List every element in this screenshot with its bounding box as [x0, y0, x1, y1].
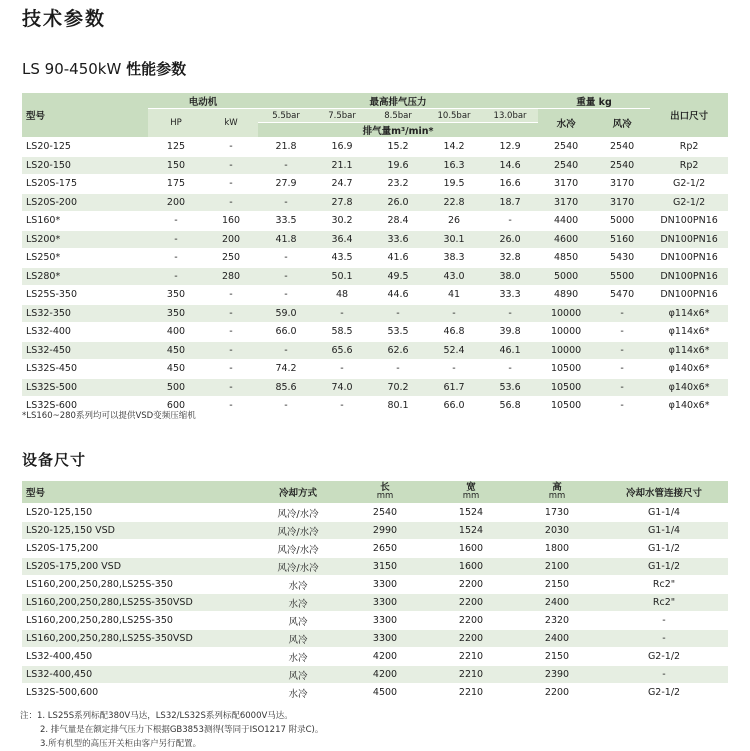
value-cell: 22.8 — [426, 193, 482, 212]
value-cell: 39.8 — [482, 323, 538, 342]
value-cell: 74.0 — [314, 378, 370, 397]
table-row — [22, 304, 728, 323]
value-cell: 125 — [148, 138, 204, 157]
value-cell: 2390 — [514, 666, 600, 684]
table-row — [22, 504, 728, 522]
model-cell: LS32S-500,600 — [22, 684, 254, 702]
value-cell: 53.6 — [482, 378, 538, 397]
value-cell: 4400 — [538, 212, 594, 231]
value-cell: - — [258, 156, 314, 175]
value-cell: 2150 — [514, 648, 600, 666]
value-cell: 2400 — [514, 594, 600, 612]
value-cell: 风冷/水冷 — [254, 540, 342, 558]
table-row — [22, 323, 728, 342]
model-cell: LS160* — [22, 212, 148, 231]
value-cell: 2200 — [514, 684, 600, 702]
value-cell: 18.7 — [482, 193, 538, 212]
value-cell: 33.5 — [258, 212, 314, 231]
note-1: 注：1. LS25S系列标配380V马达，LS32/LS32S系列标配6000V马达。 — [20, 711, 293, 721]
value-cell: 38.0 — [482, 267, 538, 286]
value-cell: 5160 — [594, 230, 650, 249]
value-cell: G1-1/4 — [600, 504, 728, 522]
value-cell: - — [148, 230, 204, 249]
value-cell: 5000 — [594, 212, 650, 231]
value-cell: 14.6 — [482, 156, 538, 175]
value-cell: - — [594, 378, 650, 397]
model-cell: LS32-450 — [22, 341, 148, 360]
value-cell: 2200 — [428, 630, 514, 648]
value-cell: 26.0 — [482, 230, 538, 249]
value-cell: 24.7 — [314, 175, 370, 194]
value-cell: 10000 — [538, 341, 594, 360]
value-cell: 26 — [426, 212, 482, 231]
value-cell: 12.9 — [482, 138, 538, 157]
value-cell: - — [148, 267, 204, 286]
header-water-cooled: 水冷 — [538, 109, 594, 138]
value-cell: 10000 — [538, 304, 594, 323]
width-unit: mm — [462, 491, 480, 501]
value-cell: 5470 — [594, 286, 650, 305]
value-cell: 600 — [148, 397, 204, 416]
model-cell: LS20S-175,200 — [22, 540, 254, 558]
value-cell: 50.1 — [314, 267, 370, 286]
performance-table — [22, 93, 728, 416]
table-row — [22, 249, 728, 268]
value-cell: G1-1/2 — [600, 540, 728, 558]
value-cell: - — [204, 304, 258, 323]
value-cell: - — [594, 304, 650, 323]
model-cell: LS200* — [22, 230, 148, 249]
value-cell: Rp2 — [650, 156, 728, 175]
model-cell: LS160,200,250,280,LS25S-350VSD — [22, 594, 254, 612]
value-cell: 80.1 — [370, 397, 426, 416]
value-cell: Rc2" — [600, 594, 728, 612]
value-cell: 1524 — [428, 522, 514, 540]
value-cell: - — [482, 212, 538, 231]
value-cell: 1730 — [514, 504, 600, 522]
value-cell: 2030 — [514, 522, 600, 540]
table-row — [22, 230, 728, 249]
value-cell: 3170 — [538, 193, 594, 212]
value-cell: 400 — [148, 323, 204, 342]
value-cell: 450 — [148, 360, 204, 379]
model-cell: LS20-125,150 — [22, 504, 254, 522]
value-cell: 16.3 — [426, 156, 482, 175]
value-cell: 水冷 — [254, 594, 342, 612]
table-row — [22, 286, 728, 305]
value-cell: DN100PN16 — [650, 230, 728, 249]
value-cell: G1-1/2 — [600, 558, 728, 576]
value-cell: 46.1 — [482, 341, 538, 360]
value-cell: 46.8 — [426, 323, 482, 342]
table-row — [22, 576, 728, 594]
model-cell: LS160,200,250,280,LS25S-350VSD — [22, 630, 254, 648]
table-row — [22, 360, 728, 379]
table-row — [22, 630, 728, 648]
value-cell: - — [204, 138, 258, 157]
value-cell: 53.5 — [370, 323, 426, 342]
header-pressure-5: 13.0bar — [482, 109, 538, 123]
subtitle-suffix: 性能参数 — [126, 60, 187, 78]
model-cell: LS32-400,450 — [22, 666, 254, 684]
value-cell: 44.6 — [370, 286, 426, 305]
length-unit: mm — [376, 491, 394, 501]
value-cell: 水冷 — [254, 684, 342, 702]
header-air-cooled: 风冷 — [594, 109, 650, 138]
header-pressure-1: 5.5bar — [258, 109, 314, 123]
value-cell: 41 — [426, 286, 482, 305]
value-cell: 5000 — [538, 267, 594, 286]
header-kw: kW — [204, 109, 258, 138]
model-cell: LS20S-175 — [22, 175, 148, 194]
value-cell: 4200 — [342, 648, 428, 666]
value-cell: 2540 — [538, 138, 594, 157]
table-row — [22, 267, 728, 286]
value-cell: 23.2 — [370, 175, 426, 194]
value-cell: 1800 — [514, 540, 600, 558]
model-cell: LS32S-500 — [22, 378, 148, 397]
value-cell: - — [594, 341, 650, 360]
value-cell: 48 — [314, 286, 370, 305]
model-cell: LS32-400 — [22, 323, 148, 342]
value-cell: 4850 — [538, 249, 594, 268]
value-cell: 70.2 — [370, 378, 426, 397]
value-cell: 2210 — [428, 648, 514, 666]
table-row — [22, 175, 728, 194]
value-cell: 41.8 — [258, 230, 314, 249]
value-cell: DN100PN16 — [650, 286, 728, 305]
value-cell: - — [204, 175, 258, 194]
model-cell: LS20-150 — [22, 156, 148, 175]
value-cell: 19.6 — [370, 156, 426, 175]
value-cell: 280 — [204, 267, 258, 286]
value-cell: - — [204, 286, 258, 305]
notes — [20, 709, 323, 751]
value-cell: 风冷 — [254, 666, 342, 684]
value-cell: 30.1 — [426, 230, 482, 249]
value-cell: 62.6 — [370, 341, 426, 360]
value-cell: 85.6 — [258, 378, 314, 397]
value-cell: 4200 — [342, 666, 428, 684]
value-cell: φ114x6* — [650, 341, 728, 360]
note-3: 3.所有机型的高压开关柜由客户另行配置。 — [40, 739, 202, 749]
value-cell: - — [258, 341, 314, 360]
value-cell: 200 — [148, 193, 204, 212]
value-cell: 风冷 — [254, 612, 342, 630]
value-cell: G2-1/2 — [600, 648, 728, 666]
value-cell: - — [370, 304, 426, 323]
value-cell: 3170 — [594, 175, 650, 194]
value-cell: 2540 — [538, 156, 594, 175]
table-row — [22, 540, 728, 558]
dimensions-title: 设备尺寸 — [22, 451, 87, 469]
value-cell: 1524 — [428, 504, 514, 522]
table-row — [22, 138, 728, 157]
value-cell: 2150 — [514, 576, 600, 594]
value-cell: 28.4 — [370, 212, 426, 231]
value-cell: 4890 — [538, 286, 594, 305]
value-cell: 38.3 — [426, 249, 482, 268]
value-cell: 5430 — [594, 249, 650, 268]
value-cell: 56.8 — [482, 397, 538, 416]
dim-header-pipe: 冷却水管连接尺寸 — [600, 481, 728, 504]
value-cell: 500 — [148, 378, 204, 397]
value-cell: 3170 — [594, 193, 650, 212]
height-unit: mm — [548, 491, 566, 501]
value-cell: 2200 — [428, 576, 514, 594]
value-cell: 250 — [204, 249, 258, 268]
value-cell: 32.8 — [482, 249, 538, 268]
dim-header-model: 型号 — [22, 481, 254, 504]
value-cell: DN100PN16 — [650, 267, 728, 286]
subtitle-prefix: LS 90-450kW — [22, 60, 122, 78]
table-row — [22, 193, 728, 212]
value-cell: 65.6 — [314, 341, 370, 360]
value-cell: 43.5 — [314, 249, 370, 268]
value-cell: 2540 — [342, 504, 428, 522]
value-cell: 16.9 — [314, 138, 370, 157]
value-cell: 4600 — [538, 230, 594, 249]
section-subtitle — [22, 58, 186, 79]
value-cell: - — [600, 630, 728, 648]
value-cell: 450 — [148, 341, 204, 360]
value-cell: - — [314, 397, 370, 416]
value-cell: 49.5 — [370, 267, 426, 286]
value-cell: - — [370, 360, 426, 379]
dim-header-cooling: 冷却方式 — [254, 481, 342, 504]
value-cell: - — [314, 360, 370, 379]
dim-header-width — [428, 481, 514, 504]
value-cell: - — [258, 286, 314, 305]
dimensions-table — [22, 481, 728, 702]
value-cell: 27.9 — [258, 175, 314, 194]
value-cell: DN100PN16 — [650, 212, 728, 231]
value-cell: - — [426, 360, 482, 379]
value-cell: - — [482, 304, 538, 323]
value-cell: 36.4 — [314, 230, 370, 249]
value-cell: 4500 — [342, 684, 428, 702]
header-model: 型号 — [22, 93, 148, 138]
value-cell: 10500 — [538, 360, 594, 379]
model-cell: LS20-125 — [22, 138, 148, 157]
table-row — [22, 156, 728, 175]
value-cell: 10500 — [538, 397, 594, 416]
value-cell: 水冷 — [254, 648, 342, 666]
value-cell: - — [204, 156, 258, 175]
dim-header-length — [342, 481, 428, 504]
value-cell: 33.3 — [482, 286, 538, 305]
value-cell: - — [148, 212, 204, 231]
table-row — [22, 212, 728, 231]
dim-header-height — [514, 481, 600, 504]
model-cell: LS32-350 — [22, 304, 148, 323]
value-cell: 2400 — [514, 630, 600, 648]
value-cell: 5500 — [594, 267, 650, 286]
value-cell: 2210 — [428, 684, 514, 702]
value-cell: φ114x6* — [650, 323, 728, 342]
value-cell: 2990 — [342, 522, 428, 540]
value-cell: Rc2" — [600, 576, 728, 594]
value-cell: - — [594, 360, 650, 379]
note-2: 2. 排气量是在额定排气压力下根据GB3853测得(等同于ISO1217 附录C)。 — [40, 725, 324, 735]
value-cell: - — [314, 304, 370, 323]
model-cell: LS160,200,250,280,LS25S-350 — [22, 612, 254, 630]
value-cell: 15.2 — [370, 138, 426, 157]
value-cell: - — [204, 341, 258, 360]
value-cell: 27.8 — [314, 193, 370, 212]
value-cell: - — [204, 193, 258, 212]
value-cell: 14.2 — [426, 138, 482, 157]
header-motor: 电动机 — [148, 93, 258, 109]
value-cell: - — [594, 397, 650, 416]
value-cell: - — [482, 360, 538, 379]
value-cell: 2100 — [514, 558, 600, 576]
value-cell: 66.0 — [258, 323, 314, 342]
value-cell: - — [204, 397, 258, 416]
value-cell: 2540 — [594, 156, 650, 175]
value-cell: 1600 — [428, 558, 514, 576]
vsd-footnote: *LS160~280系列均可以提供VSD变频压缩机 — [22, 411, 196, 421]
height-label: 高 — [552, 482, 562, 493]
value-cell: G2-1/2 — [650, 175, 728, 194]
value-cell: 10500 — [538, 378, 594, 397]
table-row — [22, 666, 728, 684]
value-cell: 175 — [148, 175, 204, 194]
value-cell: - — [594, 323, 650, 342]
value-cell: Rp2 — [650, 138, 728, 157]
value-cell: 74.2 — [258, 360, 314, 379]
value-cell: 59.0 — [258, 304, 314, 323]
value-cell: - — [204, 323, 258, 342]
value-cell: 66.0 — [426, 397, 482, 416]
header-flow: 排气量m³/min* — [258, 123, 538, 138]
value-cell: 10000 — [538, 323, 594, 342]
value-cell: 3300 — [342, 612, 428, 630]
value-cell: φ140x6* — [650, 378, 728, 397]
value-cell: 26.0 — [370, 193, 426, 212]
value-cell: 3300 — [342, 630, 428, 648]
header-weight: 重量 kg — [538, 93, 650, 109]
value-cell: 风冷/水冷 — [254, 558, 342, 576]
value-cell: 21.8 — [258, 138, 314, 157]
value-cell: - — [426, 304, 482, 323]
value-cell: G2-1/2 — [600, 684, 728, 702]
model-cell: LS32-400,450 — [22, 648, 254, 666]
value-cell: 3300 — [342, 576, 428, 594]
value-cell: 1600 — [428, 540, 514, 558]
value-cell: 30.2 — [314, 212, 370, 231]
value-cell: - — [258, 249, 314, 268]
value-cell: 风冷 — [254, 630, 342, 648]
value-cell: - — [600, 666, 728, 684]
table-row — [22, 594, 728, 612]
header-pressure-3: 8.5bar — [370, 109, 426, 123]
model-cell: LS32S-600 — [22, 397, 148, 416]
value-cell: 21.1 — [314, 156, 370, 175]
value-cell: 3150 — [342, 558, 428, 576]
value-cell: 160 — [204, 212, 258, 231]
value-cell: 3300 — [342, 594, 428, 612]
value-cell: 52.4 — [426, 341, 482, 360]
table-row — [22, 558, 728, 576]
value-cell: 2200 — [428, 594, 514, 612]
value-cell: 350 — [148, 286, 204, 305]
model-cell: LS250* — [22, 249, 148, 268]
length-label: 长 — [380, 482, 390, 493]
table-row — [22, 522, 728, 540]
value-cell: 43.0 — [426, 267, 482, 286]
value-cell: - — [600, 612, 728, 630]
header-pressure-2: 7.5bar — [314, 109, 370, 123]
table-row — [22, 378, 728, 397]
value-cell: - — [204, 360, 258, 379]
header-hp: HP — [148, 109, 204, 138]
value-cell: 2210 — [428, 666, 514, 684]
value-cell: 2540 — [594, 138, 650, 157]
table-row — [22, 684, 728, 702]
value-cell: φ140x6* — [650, 360, 728, 379]
value-cell: 风冷/水冷 — [254, 522, 342, 540]
value-cell: - — [148, 249, 204, 268]
table-row — [22, 648, 728, 666]
model-cell: LS32S-450 — [22, 360, 148, 379]
value-cell: φ140x6* — [650, 397, 728, 416]
value-cell: DN100PN16 — [650, 249, 728, 268]
page-title: 技术参数 — [22, 8, 107, 30]
value-cell: G1-1/4 — [600, 522, 728, 540]
model-cell: LS280* — [22, 267, 148, 286]
value-cell: 150 — [148, 156, 204, 175]
header-pressure-4: 10.5bar — [426, 109, 482, 123]
value-cell: 58.5 — [314, 323, 370, 342]
table-row — [22, 341, 728, 360]
model-cell: LS20-125,150 VSD — [22, 522, 254, 540]
value-cell: 2650 — [342, 540, 428, 558]
value-cell: 200 — [204, 230, 258, 249]
value-cell: 水冷 — [254, 576, 342, 594]
value-cell: 2200 — [428, 612, 514, 630]
value-cell: 19.5 — [426, 175, 482, 194]
value-cell: φ114x6* — [650, 304, 728, 323]
header-pressure: 最高排气压力 — [258, 93, 538, 109]
value-cell: G2-1/2 — [650, 193, 728, 212]
value-cell: - — [258, 397, 314, 416]
header-outlet: 出口尺寸 — [650, 93, 728, 138]
value-cell: 风冷/水冷 — [254, 504, 342, 522]
value-cell: 41.6 — [370, 249, 426, 268]
model-cell: LS25S-350 — [22, 286, 148, 305]
model-cell: LS20S-200 — [22, 193, 148, 212]
table-row — [22, 612, 728, 630]
value-cell: - — [258, 193, 314, 212]
value-cell: 3170 — [538, 175, 594, 194]
value-cell: 16.6 — [482, 175, 538, 194]
value-cell: 61.7 — [426, 378, 482, 397]
model-cell: LS20S-175,200 VSD — [22, 558, 254, 576]
value-cell: - — [204, 378, 258, 397]
width-label: 宽 — [466, 482, 476, 493]
value-cell: 2320 — [514, 612, 600, 630]
value-cell: - — [258, 267, 314, 286]
model-cell: LS160,200,250,280,LS25S-350 — [22, 576, 254, 594]
value-cell: 350 — [148, 304, 204, 323]
value-cell: 33.6 — [370, 230, 426, 249]
